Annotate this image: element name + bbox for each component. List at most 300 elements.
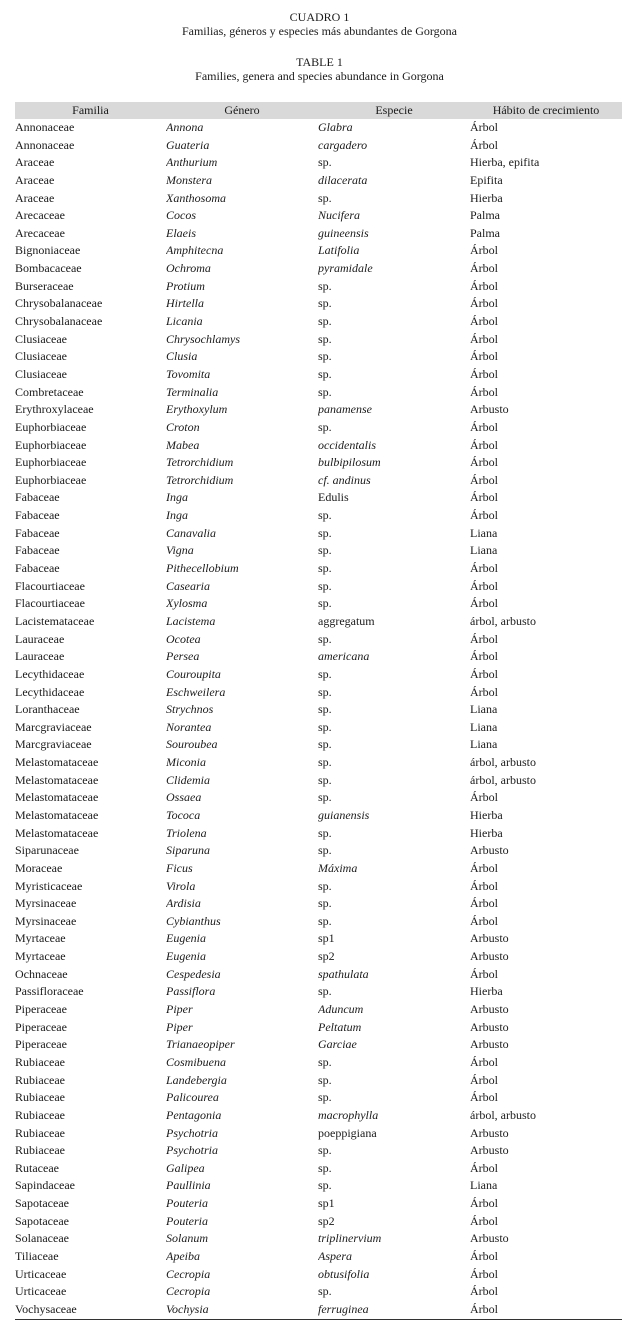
cell-familia: Araceae: [15, 190, 55, 205]
cell-familia: Vochysaceae: [15, 1301, 77, 1316]
cell-especie: sp.: [318, 578, 332, 593]
cell-habito: Hierba: [470, 807, 503, 822]
table-row: [15, 631, 622, 649]
cell-genero: Galipea: [166, 1160, 205, 1175]
cell-habito: Árbol: [470, 296, 498, 311]
table-bottom-rule: [15, 1319, 622, 1320]
table-row: [15, 1142, 622, 1160]
cell-habito: Árbol: [470, 578, 498, 593]
cell-genero: Chrysochlamys: [166, 331, 240, 346]
header-genero: Género: [224, 103, 260, 117]
cell-familia: Ochnaceae: [15, 966, 68, 981]
cell-habito: Hierba: [470, 825, 503, 840]
cell-genero: Palicourea: [166, 1090, 219, 1105]
cell-familia: Sapotaceae: [15, 1213, 69, 1228]
cell-genero: Licania: [166, 314, 203, 329]
cell-habito: Árbol: [470, 120, 498, 134]
table-row: [15, 154, 622, 172]
cell-familia: Arecaceae: [15, 225, 65, 240]
cell-especie: sp.: [318, 984, 332, 999]
cell-especie: sp.: [318, 1072, 332, 1087]
cell-especie: sp.: [318, 1090, 332, 1105]
cell-habito: Árbol: [470, 349, 498, 364]
cell-familia: Melastomataceae: [15, 755, 99, 770]
cell-familia: Sapotaceae: [15, 1196, 69, 1211]
cell-habito: Árbol: [470, 1054, 498, 1069]
cell-genero: Eugenia: [166, 949, 206, 964]
cell-familia: Lecythidaceae: [15, 684, 85, 699]
cell-familia: Euphorbiaceae: [15, 419, 87, 434]
table-row: [15, 684, 622, 702]
cell-especie: sp.: [318, 684, 332, 699]
cell-habito: Árbol: [470, 878, 498, 893]
cell-habito: Árbol: [470, 261, 498, 276]
cell-especie: cf. andinus: [318, 472, 371, 487]
cell-genero: Landebergia: [166, 1072, 227, 1087]
cell-familia: Melastomataceae: [15, 772, 99, 787]
cell-especie: sp.: [318, 631, 332, 646]
cell-familia: Flacourtiaceae: [15, 578, 85, 593]
cell-especie: sp.: [318, 843, 332, 858]
cell-genero: Cecropia: [166, 1266, 211, 1281]
cell-especie: sp.: [318, 1054, 332, 1069]
cell-especie: macrophylla: [318, 1107, 379, 1122]
table-row: [15, 948, 622, 966]
cell-especie: sp.: [318, 314, 332, 329]
species-table: [15, 102, 622, 1320]
cell-habito: Árbol: [470, 508, 498, 523]
cell-especie: Garciae: [318, 1037, 357, 1052]
cell-habito: Árbol: [470, 472, 498, 487]
cell-habito: Liana: [470, 719, 498, 734]
cell-habito: árbol, arbusto: [470, 613, 536, 628]
cell-especie: cargadero: [318, 137, 368, 152]
cell-habito: Árbol: [470, 561, 498, 576]
cell-especie: sp.: [318, 296, 332, 311]
cell-especie: sp.: [318, 1160, 332, 1175]
cell-familia: Bombacaceae: [15, 261, 82, 276]
cell-genero: Eugenia: [166, 931, 206, 946]
cell-habito: Árbol: [470, 455, 498, 470]
cell-familia: Araceae: [15, 155, 55, 170]
cell-genero: Tococa: [166, 807, 201, 822]
cell-especie: sp2: [318, 949, 335, 964]
cell-familia: Chrysobalanaceae: [15, 296, 103, 311]
cell-especie: Aduncum: [318, 1002, 364, 1017]
cell-especie: sp.: [318, 913, 332, 928]
cell-genero: Piper: [166, 1002, 193, 1017]
cell-familia: Piperaceae: [15, 1037, 67, 1052]
cell-genero: Solanum: [166, 1231, 208, 1246]
cell-familia: Sapindaceae: [15, 1178, 75, 1193]
table-row: [15, 772, 622, 790]
cell-genero: Terminalia: [166, 384, 219, 399]
cell-familia: Rubiaceae: [15, 1143, 65, 1158]
table-row: [15, 966, 622, 984]
table-row: [15, 331, 622, 349]
table-row: [15, 895, 622, 913]
cell-familia: Lacistemataceae: [15, 613, 95, 628]
cell-especie: sp.: [318, 1284, 332, 1299]
cell-habito: Árbol: [470, 631, 498, 646]
cell-habito: Arbusto: [470, 843, 509, 858]
cell-genero: Triolena: [166, 825, 207, 840]
cell-habito: árbol, arbusto: [470, 772, 536, 787]
cell-familia: Solanaceae: [15, 1231, 69, 1246]
cell-habito: árbol, arbusto: [470, 1107, 536, 1122]
cell-genero: Protium: [166, 278, 205, 293]
table-row: [15, 1160, 622, 1178]
cell-genero: Amphitecna: [166, 243, 224, 258]
table-header: [15, 102, 622, 119]
cell-especie: sp.: [318, 1178, 332, 1193]
cell-familia: Burseraceae: [15, 278, 74, 293]
table-row: [15, 119, 622, 137]
table-row: [15, 260, 622, 278]
cell-especie: sp1: [318, 1196, 335, 1211]
cell-genero: Cybianthus: [166, 913, 221, 928]
cell-familia: Fabaceae: [15, 561, 60, 576]
cell-habito: Árbol: [470, 1213, 498, 1228]
cell-genero: Tetrorchidium: [166, 455, 234, 470]
table-row: [15, 983, 622, 1001]
cell-genero: Miconia: [166, 755, 206, 770]
cell-genero: Vigna: [166, 543, 194, 558]
table-row: [15, 1177, 622, 1195]
table-row: [15, 1054, 622, 1072]
table-row: [15, 930, 622, 948]
cell-habito: Árbol: [470, 1090, 498, 1105]
cell-genero: Ardisia: [166, 896, 201, 911]
cell-habito: Árbol: [470, 1249, 498, 1263]
cell-habito: Árbol: [470, 1301, 498, 1316]
cell-especie: occidentalis: [318, 437, 376, 452]
table-row: [15, 225, 622, 243]
cell-habito: Árbol: [470, 684, 498, 699]
cell-habito: Árbol: [470, 437, 498, 452]
cell-especie: sp.: [318, 702, 332, 717]
cell-familia: Marcgraviaceae: [15, 737, 92, 752]
table-row: [15, 666, 622, 684]
cell-especie: sp.: [318, 543, 332, 558]
cell-habito: Árbol: [470, 490, 498, 505]
cell-especie: Aspera: [318, 1249, 352, 1263]
cell-especie: sp.: [318, 719, 332, 734]
cell-familia: Fabaceae: [15, 490, 60, 505]
cell-genero: Guateria: [166, 137, 210, 152]
cell-genero: Casearia: [166, 578, 211, 593]
table-row: [15, 560, 622, 578]
table-row: [15, 701, 622, 719]
cell-especie: ferruginea: [318, 1301, 369, 1316]
cell-especie: Máxima: [318, 860, 358, 875]
cell-habito: Palma: [470, 208, 500, 223]
cell-especie: guineensis: [318, 225, 369, 240]
cell-genero: Xylosma: [166, 596, 208, 611]
cell-habito: Árbol: [470, 1266, 498, 1281]
cell-genero: Lacistema: [166, 613, 216, 628]
cell-genero: Pithecellobium: [166, 561, 239, 576]
cell-familia: Rubiaceae: [15, 1125, 65, 1140]
cell-especie: sp.: [318, 666, 332, 681]
cell-especie: Latifolia: [318, 243, 360, 258]
cell-habito: Arbusto: [470, 402, 509, 417]
cell-genero: Xanthosoma: [166, 190, 226, 205]
cell-genero: Apeiba: [166, 1249, 200, 1263]
cell-familia: Annonaceae: [15, 120, 75, 134]
table-row: [15, 1195, 622, 1213]
cell-habito: Liana: [470, 525, 498, 540]
cell-habito: Arbusto: [470, 1002, 509, 1017]
cell-especie: Edulis: [318, 490, 349, 505]
table-row: [15, 348, 622, 366]
cell-familia: Clusiaceae: [15, 331, 67, 346]
table-row: [15, 1019, 622, 1037]
table-row: [15, 648, 622, 666]
cell-habito: Árbol: [470, 649, 498, 664]
cell-genero: Paullinia: [166, 1178, 211, 1193]
table-row: [15, 1125, 622, 1143]
cell-familia: Rutaceae: [15, 1160, 59, 1175]
cell-genero: Cocos: [166, 208, 196, 223]
cell-familia: Araceae: [15, 172, 55, 187]
cell-habito: Arbusto: [470, 1231, 509, 1246]
table-row: [15, 613, 622, 631]
cell-especie: sp.: [318, 366, 332, 381]
cell-familia: Arecaceae: [15, 208, 65, 223]
cell-familia: Lauraceae: [15, 631, 65, 646]
table-row: [15, 137, 622, 155]
cell-genero: Cespedesia: [166, 966, 221, 981]
cell-genero: Persea: [166, 649, 200, 664]
cell-habito: Árbol: [470, 331, 498, 346]
cell-genero: Ocotea: [166, 631, 201, 646]
table-row: [15, 384, 622, 402]
cell-habito: Árbol: [470, 137, 498, 152]
cell-especie: sp1: [318, 931, 335, 946]
table-row: [15, 207, 622, 225]
cell-familia: Urticaceae: [15, 1266, 67, 1281]
cell-familia: Bignoniaceae: [15, 243, 81, 258]
table-row: [15, 437, 622, 455]
cell-familia: Combretaceae: [15, 384, 84, 399]
cell-habito: Árbol: [470, 666, 498, 681]
cell-especie: sp.: [318, 384, 332, 399]
cell-familia: Flacourtiaceae: [15, 596, 85, 611]
cell-genero: Piper: [166, 1019, 193, 1034]
table-row: [15, 1266, 622, 1284]
cell-habito: Hierba: [470, 190, 503, 205]
cell-habito: Árbol: [470, 966, 498, 981]
cell-familia: Fabaceae: [15, 525, 60, 540]
cell-familia: Urticaceae: [15, 1284, 67, 1299]
cell-genero: Clusia: [166, 349, 198, 364]
cell-especie: spathulata: [318, 966, 369, 981]
cell-genero: Eschweilera: [166, 684, 226, 699]
cell-familia: Euphorbiaceae: [15, 437, 87, 452]
cell-especie: sp.: [318, 755, 332, 770]
table-row: [15, 507, 622, 525]
table-row: [15, 1213, 622, 1231]
table-row: [15, 842, 622, 860]
caption-label: CUADRO 1: [289, 10, 350, 24]
cell-genero: Souroubea: [166, 737, 218, 752]
cell-genero: Cecropia: [166, 1284, 211, 1299]
caption-title: Familias, géneros y especies más abundantes de Gorgona: [181, 24, 458, 38]
cell-habito: Árbol: [470, 896, 498, 911]
cell-genero: Siparuna: [166, 843, 211, 858]
header-familia: Familia: [72, 103, 109, 117]
cell-habito: Árbol: [470, 366, 498, 381]
cell-familia: Myrtaceae: [15, 931, 66, 946]
cell-habito: Arbusto: [470, 1143, 509, 1158]
cell-genero: Norantea: [166, 719, 212, 734]
cell-genero: Trianaeopiper: [166, 1037, 235, 1052]
cell-especie: sp.: [318, 790, 332, 805]
cell-genero: Strychnos: [166, 702, 214, 717]
cell-familia: Euphorbiaceae: [15, 455, 87, 470]
table-row: [15, 736, 622, 754]
table-row: [15, 1283, 622, 1301]
cell-especie: sp.: [318, 878, 332, 893]
cell-habito: Árbol: [470, 860, 498, 875]
cell-habito: Árbol: [470, 1196, 498, 1211]
cell-familia: Passifloraceae: [15, 984, 84, 999]
table-row: [15, 1001, 622, 1019]
cell-habito: Arbusto: [470, 1019, 509, 1034]
cell-especie: triplinervium: [318, 1231, 382, 1246]
table-row: [15, 878, 622, 896]
cell-familia: Rubiaceae: [15, 1072, 65, 1087]
cell-especie: bulbipilosum: [318, 455, 381, 470]
cell-familia: Clusiaceae: [15, 349, 67, 364]
cell-especie: sp2: [318, 1213, 335, 1228]
cell-genero: Psychotria: [166, 1125, 218, 1140]
table-row: [15, 1301, 622, 1319]
cell-especie: sp.: [318, 190, 332, 205]
cell-genero: Ossaea: [166, 790, 202, 805]
cell-familia: Lauraceae: [15, 649, 65, 664]
cell-habito: Arbusto: [470, 949, 509, 964]
table-row: [15, 401, 622, 419]
cell-genero: Psychotria: [166, 1143, 218, 1158]
cell-habito: Árbol: [470, 1072, 498, 1087]
cell-familia: Melastomataceae: [15, 790, 99, 805]
cell-familia: Marcgraviaceae: [15, 719, 92, 734]
cell-genero: Clidemia: [166, 772, 210, 787]
cell-habito: Árbol: [470, 278, 498, 293]
table-row: [15, 313, 622, 331]
table-row: [15, 1036, 622, 1054]
table-row: [15, 913, 622, 931]
table-row: [15, 190, 622, 208]
cell-familia: Piperaceae: [15, 1019, 67, 1034]
cell-familia: Moraceae: [15, 860, 63, 875]
cell-genero: Ochroma: [166, 261, 211, 276]
cell-genero: Inga: [166, 490, 188, 505]
cell-genero: Inga: [166, 508, 188, 523]
cell-habito: Liana: [470, 737, 498, 752]
cell-genero: Canavalia: [166, 525, 216, 540]
table-row: [15, 754, 622, 772]
cell-habito: Árbol: [470, 314, 498, 329]
cell-familia: Rubiaceae: [15, 1107, 65, 1122]
table-row: [15, 1107, 622, 1125]
header-especie: Especie: [375, 103, 413, 117]
cell-familia: Erythroxylaceae: [15, 402, 94, 417]
cell-familia: Rubiaceae: [15, 1090, 65, 1105]
caption-title: Families, genera and species abundance in Gorgona: [195, 69, 444, 83]
cell-habito: árbol, arbusto: [470, 755, 536, 770]
cell-familia: Lecythidaceae: [15, 666, 85, 681]
table-row: [15, 719, 622, 737]
cell-especie: panamense: [318, 402, 372, 417]
cell-especie: sp.: [318, 419, 332, 434]
cell-familia: Euphorbiaceae: [15, 472, 87, 487]
cell-especie: sp.: [318, 825, 332, 840]
cell-genero: Pouteria: [166, 1196, 208, 1211]
header-habito: Hábito de crecimiento: [492, 103, 600, 117]
cell-genero: Passiflora: [166, 984, 216, 999]
table-row: [15, 366, 622, 384]
cell-habito: Arbusto: [470, 931, 509, 946]
cell-genero: Cosmibuena: [166, 1054, 226, 1069]
cell-genero: Annona: [166, 120, 204, 134]
cell-especie: obtusifolia: [318, 1266, 370, 1281]
cell-especie: pyramidale: [318, 261, 373, 276]
cell-especie: sp.: [318, 596, 332, 611]
cell-especie: aggregatum: [318, 613, 375, 628]
cell-habito: Árbol: [470, 384, 498, 399]
cell-genero: Tetrorchidium: [166, 472, 234, 487]
cell-familia: Rubiaceae: [15, 1054, 65, 1069]
cell-especie: sp.: [318, 737, 332, 752]
cell-genero: Mabea: [166, 437, 200, 452]
cell-especie: poeppigiana: [318, 1125, 377, 1140]
table-row: [15, 172, 622, 190]
table-row: [15, 525, 622, 543]
cell-familia: Fabaceae: [15, 508, 60, 523]
caption-label: TABLE 1: [296, 55, 343, 69]
cell-genero: Anthurium: [166, 155, 218, 170]
cell-habito: Arbusto: [470, 1037, 509, 1052]
cell-genero: Pentagonia: [166, 1107, 222, 1122]
cell-habito: Árbol: [470, 790, 498, 805]
table-row: [15, 1072, 622, 1090]
cell-especie: sp.: [318, 278, 332, 293]
table-body: [15, 119, 622, 1319]
cell-genero: Monstera: [166, 172, 212, 187]
table-row: [15, 1089, 622, 1107]
cell-especie: Glabra: [318, 120, 353, 134]
caption-english: [0, 55, 639, 83]
cell-habito: Liana: [470, 543, 498, 558]
table-row: [15, 1230, 622, 1248]
cell-genero: Vochysia: [166, 1301, 209, 1316]
cell-familia: Melastomataceae: [15, 807, 99, 822]
table-row: [15, 472, 622, 490]
cell-familia: Chrysobalanaceae: [15, 314, 103, 329]
cell-especie: Nucifera: [318, 208, 360, 223]
cell-genero: Ficus: [166, 860, 193, 875]
table-row: [15, 542, 622, 560]
table-row: [15, 595, 622, 613]
table-row: [15, 242, 622, 260]
cell-familia: Myristicaceae: [15, 878, 83, 893]
cell-familia: Siparunaceae: [15, 843, 79, 858]
cell-familia: Melastomataceae: [15, 825, 99, 840]
table-row: [15, 825, 622, 843]
